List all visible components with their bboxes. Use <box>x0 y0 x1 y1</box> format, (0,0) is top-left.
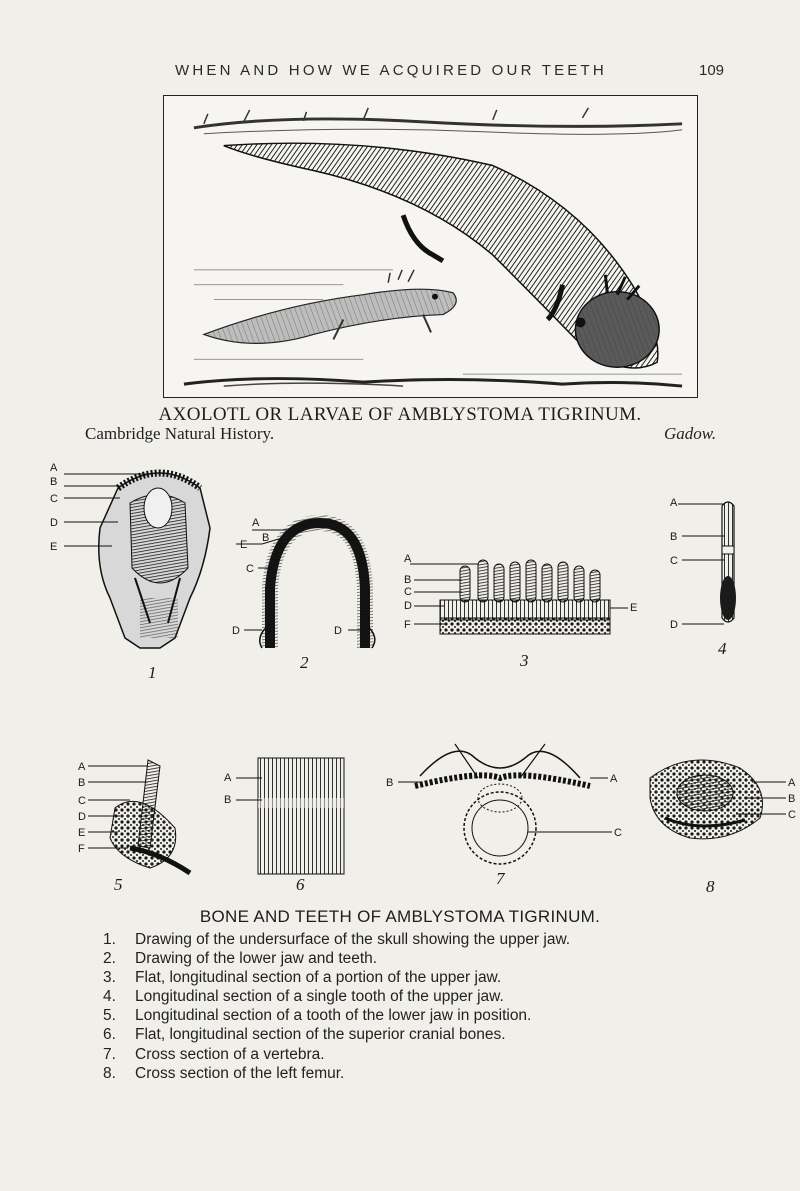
fig8-label-b: B <box>788 793 796 805</box>
fig8-label-a: A <box>788 777 796 789</box>
axolotl-illustration <box>163 95 698 398</box>
fig1-label-a: A <box>50 462 58 474</box>
legend-item: 1. Drawing of the undersurface of the skull showing the upper jaw. <box>103 931 571 948</box>
fig3-label-e: E <box>630 602 638 614</box>
fig5-label-c: C <box>78 795 86 807</box>
axolotl-caption: AXOLOTL OR LARVAE OF AMBLYSTOMA TIGRINUM. <box>158 404 642 425</box>
figure-8-femur <box>650 760 786 839</box>
fig3-label-d: D <box>404 600 412 612</box>
legend-item: 5. Longitudinal section of a tooth of the lower jaw in position. <box>103 1007 532 1025</box>
fig5-label-b: B <box>78 777 86 789</box>
fig6-number: 6 <box>296 875 305 894</box>
fig5-label-a: A <box>78 761 86 773</box>
legend-item: 3. Flat, longitudinal section of a portion of the upper jaw. <box>103 969 502 987</box>
fig4-label-c: C <box>670 555 678 567</box>
fig2-label-d1: D <box>232 625 240 637</box>
legend-item: 8. Cross section of the left femur. <box>103 1064 345 1082</box>
fig4-label-b: B <box>670 531 678 543</box>
fig8-label-c: C <box>788 809 796 821</box>
fig2-number: 2 <box>300 653 309 672</box>
fig2-label-c: C <box>246 563 254 575</box>
legend-item: 7. Cross section of a vertebra. <box>103 1045 325 1063</box>
running-head <box>0 62 800 84</box>
fig1-number: 1 <box>148 663 157 682</box>
fig3-label-c: C <box>404 586 412 598</box>
fig3-label-f: F <box>404 619 411 631</box>
fig3-number: 3 <box>520 651 529 670</box>
fig1-label-e: E <box>50 541 58 553</box>
bone-teeth-caption: BONE AND TEETH OF AMBLYSTOMA TIGRINUM. <box>199 907 601 926</box>
fig3-label-b: B <box>404 574 412 586</box>
fig4-number: 4 <box>718 639 727 658</box>
figure-2-lower-jaw <box>236 523 375 648</box>
credit-author: Gadow. <box>664 424 717 443</box>
legend-item: 2. Drawing of the lower jaw and teeth. <box>103 950 378 968</box>
bone-teeth-plate <box>0 448 800 918</box>
fig2-label-a: A <box>252 517 260 529</box>
figure-3-upper-jaw-section <box>410 560 628 634</box>
figure-5-lower-jaw-tooth <box>88 760 190 873</box>
fig4-label-d: D <box>670 619 678 631</box>
fig4-label-a: A <box>670 497 678 509</box>
fig6-label-b: B <box>224 794 232 806</box>
legend-item: 4. Longitudinal section of a single tooth of the upper jaw. <box>103 988 504 1006</box>
figure-7-vertebra <box>398 744 612 864</box>
figure-1-skull <box>64 473 210 648</box>
fig7-label-b: B <box>386 777 394 789</box>
fig2-label-d2: D <box>334 625 342 637</box>
fig8-number: 8 <box>706 877 715 896</box>
fig1-label-b: B <box>50 476 58 488</box>
fig5-label-e: E <box>78 827 86 839</box>
credit-source: Cambridge Natural History. <box>85 424 275 443</box>
fig2-label-b: B <box>262 532 270 544</box>
fig6-label-a: A <box>224 772 232 784</box>
fig5-label-f: F <box>78 843 85 855</box>
page-number: 109 <box>699 62 725 79</box>
legend-item: 6. Flat, longitudinal section of the superior cranial bones. <box>103 1026 506 1044</box>
fig1-label-d: D <box>50 517 58 529</box>
figure-legend <box>103 930 570 1083</box>
figure-6-cranial-bones <box>236 758 344 874</box>
fig1-label-c: C <box>50 493 58 505</box>
fig2-label-e: E <box>240 539 248 551</box>
fig3-label-a: A <box>404 553 412 565</box>
fig7-number: 7 <box>496 869 505 888</box>
fig5-number: 5 <box>114 875 123 894</box>
running-title: WHEN AND HOW WE ACQUIRED OUR TEETH <box>175 62 607 79</box>
fig7-label-a: A <box>610 773 618 785</box>
fig7-label-c: C <box>614 827 622 839</box>
figure-4-single-tooth <box>678 502 736 624</box>
fig5-label-d: D <box>78 811 86 823</box>
